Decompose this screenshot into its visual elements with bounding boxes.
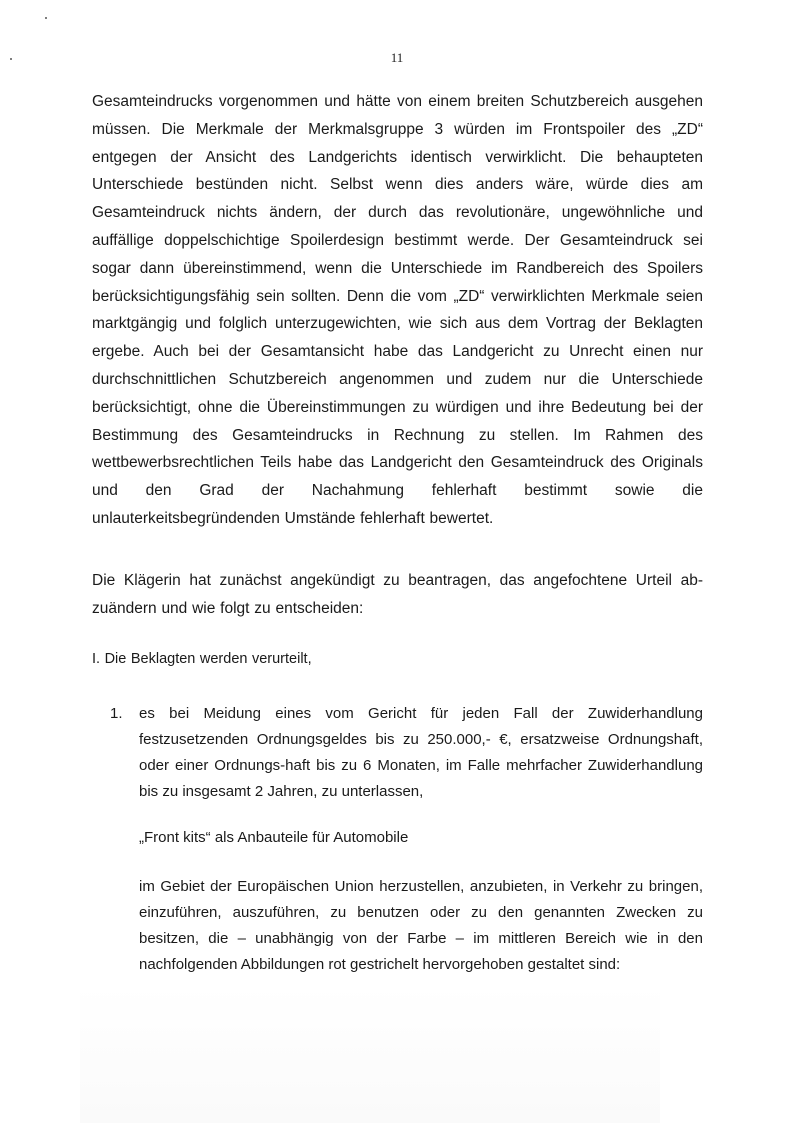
list-item-scope: im Gebiet der Europäischen Union herzustellen, anzubieten, in Verkehr zu bringen, einzuführen, auszuführen, zu benutzen oder zu den genannten Zwecken zu besitzen, die – unabhängig von der Farbe – im mittleren Bereich wie in den nachfolgenden Abbildungen rot gestrichelt hervorgehoben gestaltet sind:	[139, 878, 703, 973]
list-item-product: „Front kits“ als Anbauteile für Automobile	[139, 829, 409, 846]
section-heading: I. Die Beklagten werden verurteilt,	[92, 651, 312, 667]
scan-speck	[45, 17, 47, 19]
scan-shadow	[80, 985, 660, 1123]
body-paragraph-2: Die Klägerin hat zunächst angekündigt zu beantragen, das angefochtene Urteil abzuändern und wie folgt zu entscheiden:	[92, 572, 703, 617]
list-item-number: 1.	[110, 705, 123, 722]
page-number: 11	[390, 50, 404, 65]
list-item-text: es bei Meidung eines vom Gericht für jeden Fall der Zuwiderhandlung festzusetzenden Ordnungsgeldes bis zu 250.000,- €, ersatzweise Ordnungshaft, oder einer Ordnungs-haft bis zu 6 Monaten, im Falle mehrfacher Zuwiderhandlung bis zu insgesamt 2 Jahren, zu unterlassen,	[139, 705, 703, 800]
body-paragraph-1: Gesamteindrucks vorgenommen und hätte von einem breiten Schutzbereich ausgehen müssen. Die Merkmale der Merkmalsgruppe 3 würden im Frontspoiler des „ZD“ entgegen der Ansicht des Landgerichts identisch verwirklicht. Die behaupteten Unterschiede bestünden nicht. Selbst wenn dies anders wäre, würde dies am Gesamteindruck nichts ändern, der durch das revolutionäre, ungewöhnliche und auffällige doppelschichtige Spoilerdesign bestimmt werde. Der Gesamteindruck sei sogar dann übereinstimmend, wenn die Unterschiede im Randbereich des Spoilers berücksichtigungsfähig sein sollten. Denn die vom „ZD“ verwirklichten Merkmale seien marktgängig und folglich unterzugewichten, wie sich aus dem Vortrag der Beklagten ergebe. Auch bei der Gesamtansicht habe das Landgericht zu Unrecht einen nur durchschnittlichen Schutzbereich angenommen und zudem nur die Unterschiede berücksichtigt, ohne die Übereinstimmungen zu würdigen und ihre Bedeutung bei der Bestimmung des Gesamteindrucks in Rechnung zu stellen. Im Rahmen des wettbewerbsrechtlichen Teils habe das Landgericht den Gesamteindruck des Originals und den Grad der Nachahmung fehlerhaft bestimmt sowie die unlauterkeitsbegründenden Umstände fehlerhaft bewertet.	[92, 93, 703, 527]
